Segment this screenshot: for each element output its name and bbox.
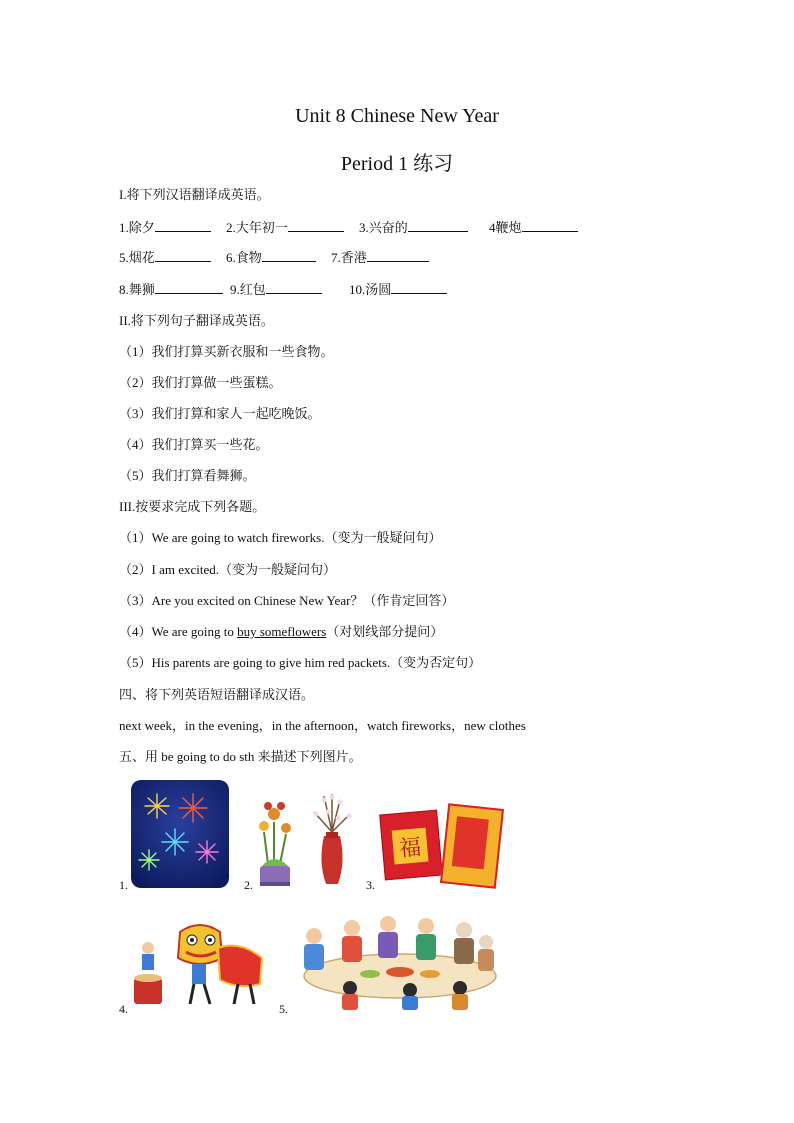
page-title: Unit 8 Chinese New Year [295, 105, 499, 127]
answer-blank[interactable] [266, 280, 322, 294]
word-prompt: 8.舞狮 [119, 282, 155, 297]
section-4-phrases: next week，in the evening，in the afternoon，watch fireworks，new clothes [119, 718, 526, 733]
word-prompt: 1.除夕 [119, 220, 155, 235]
section-2-item: （5）我们打算看舞狮。 [119, 468, 256, 483]
section-4-heading: 四、将下列英语短语翻译成汉语。 [119, 687, 315, 702]
answer-blank[interactable] [262, 248, 316, 262]
answer-blank[interactable] [522, 218, 578, 232]
word-prompt: 10.汤圆 [349, 282, 392, 297]
section-3-item-5: （5）His parents are going to give him red packets.（变为否定句） [119, 655, 482, 670]
section-2-item: （1）我们打算买新衣服和一些食物。 [119, 344, 334, 359]
word-prompt: 6.食物 [226, 250, 262, 265]
section-1-heading: I.将下列汉语翻译成英语。 [119, 187, 270, 202]
word-prompt: 5.烟花 [119, 250, 155, 265]
answer-blank[interactable] [408, 218, 468, 232]
section-3-item-3: （3）Are you excited on Chinese New Year？（作肯定回答） [119, 593, 455, 608]
section-1-row-2 [119, 248, 433, 267]
picture-label-3: 3. [366, 878, 375, 892]
section-3-item-1: （1）We are going to watch fireworks.（变为一般疑问句） [119, 530, 442, 545]
fu-character: 福 [392, 828, 429, 865]
word-prompt: 4鞭炮 [489, 220, 522, 235]
section-3-item-2: （2）I am excited.（变为一般疑问句） [119, 562, 336, 577]
flowers-picture [254, 792, 358, 890]
section-2-item: （2）我们打算做一些蛋糕。 [119, 375, 282, 390]
picture-label-1: 1. [119, 878, 128, 892]
picture-label-5: 5. [279, 1002, 288, 1016]
section-1-row-3 [119, 280, 451, 299]
section-3-heading: III.按要求完成下列各题。 [119, 499, 266, 514]
picture-label-2: 2. [244, 878, 253, 892]
page-subtitle: Period 1 练习 [340, 153, 454, 175]
answer-blank[interactable] [367, 248, 429, 262]
answer-blank[interactable] [288, 218, 344, 232]
section-2-item: （3）我们打算和家人一起吃晚饭。 [119, 406, 321, 421]
section-5-heading: 五、用 be going to do sth 来描述下列图片。 [119, 749, 362, 764]
picture-label-4: 4. [119, 1002, 128, 1016]
section-1-row-1 [119, 218, 582, 237]
red-packets-picture [378, 800, 506, 892]
answer-blank[interactable] [155, 280, 223, 294]
word-prompt: 7.香港 [331, 250, 367, 265]
lion-dance-picture [130, 918, 268, 1012]
underlined-phrase: buy someflowers [237, 624, 327, 639]
section-3-item-4: （4）We are going to buy someflowers（对划线部分提问） [119, 624, 444, 639]
word-prompt: 9.红包 [230, 282, 266, 297]
answer-blank[interactable] [155, 218, 211, 232]
fireworks-picture [131, 780, 229, 888]
answer-blank[interactable] [155, 248, 211, 262]
section-2-heading: II.将下列句子翻译成英语。 [119, 313, 274, 328]
word-prompt: 3.兴奋的 [359, 220, 408, 235]
family-dinner-picture [290, 908, 504, 1012]
answer-blank[interactable] [391, 280, 447, 294]
section-2-item: （4）我们打算买一些花。 [119, 437, 269, 452]
word-prompt: 2.大年初一 [226, 220, 288, 235]
